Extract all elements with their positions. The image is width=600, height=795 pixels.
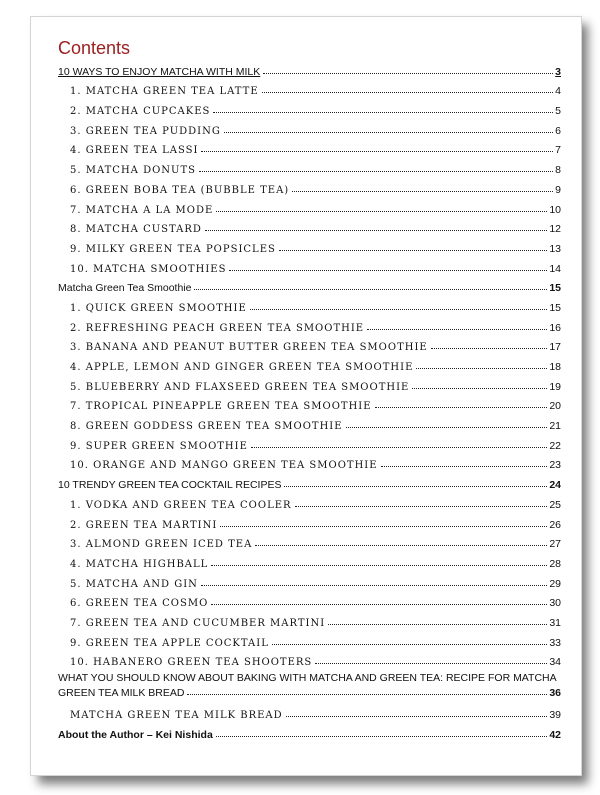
toc-entry-page: 30 — [549, 597, 561, 610]
dot-leader — [194, 289, 547, 290]
toc-entry-page: 39 — [549, 709, 561, 722]
toc-entry-page: 21 — [549, 420, 561, 433]
toc-entry[interactable] — [58, 412, 561, 432]
toc-entry-label: 3. GREEN TEA PUDDING — [70, 125, 221, 137]
dot-leader — [255, 545, 547, 546]
toc-entry-page: 3 — [555, 65, 561, 78]
toc-entry-label: 4. GREEN TEA LASSI — [70, 145, 199, 157]
toc-entry[interactable] — [58, 156, 561, 176]
toc-entry-label: 6. GREEN TEA COSMO — [70, 598, 209, 610]
toc-entry-label: 2. GREEN TEA MARTINI — [70, 519, 218, 531]
toc-entry-label: MATCHA GREEN TEA MILK BREAD — [70, 710, 283, 722]
toc-entry-label: 4. APPLE, LEMON AND GINGER GREEN TEA SMOOTHIE — [70, 362, 414, 373]
toc-entry-label: Matcha Green Tea Smoothie — [58, 282, 192, 295]
dot-leader — [224, 132, 553, 133]
dot-leader — [284, 486, 547, 487]
toc-entry[interactable] — [58, 570, 561, 590]
dot-leader — [315, 663, 547, 664]
toc-entry-page: 13 — [549, 242, 561, 255]
toc-entry-page: 8 — [555, 164, 561, 177]
dot-leader — [292, 191, 553, 192]
dot-leader — [201, 585, 547, 586]
dot-leader — [213, 112, 553, 113]
toc-entry[interactable] — [58, 649, 561, 669]
toc-entry-page: 4 — [555, 85, 561, 98]
toc-entry-page: 5 — [555, 105, 561, 118]
toc-entry-label: 10. ORANGE AND MANGO GREEN TEA SMOOTHIE — [70, 460, 378, 472]
toc-entry[interactable] — [58, 432, 561, 452]
toc-entry-label: 9. GREEN TEA APPLE COCKTAIL — [70, 637, 269, 649]
toc-entry-label: 2. MATCHA CUPCAKES — [70, 106, 211, 118]
toc-entry-label: 3. BANANA AND PEANUT BUTTER GREEN TEA SMOOTHIE — [70, 342, 428, 354]
toc-entry-label: 6. GREEN BOBA TEA (BUBBLE TEA) — [70, 184, 290, 196]
toc-entry-page: 27 — [549, 538, 561, 551]
toc-entry-page: 15 — [549, 301, 561, 314]
toc-entry[interactable] — [58, 216, 561, 236]
toc-entry-label: 5. MATCHA DONUTS — [70, 165, 196, 177]
toc-entry-label: 3. ALMOND GREEN ICED TEA — [70, 539, 253, 551]
toc-entry-line[interactable] — [58, 668, 561, 684]
toc-entry-label: 5. BLUEBERRY AND FLAXSEED GREEN TEA SMOOTHIE — [70, 381, 410, 393]
toc-entry-label: About the Author – Kei Nishida — [58, 729, 213, 742]
dot-leader — [346, 427, 548, 428]
toc-entry-label: 7. TROPICAL PINEAPPLE GREEN TEA SMOOTHIE — [70, 401, 372, 413]
toc-entry[interactable] — [58, 353, 561, 373]
dot-leader — [211, 604, 547, 605]
toc-entry-page: 15 — [549, 282, 561, 295]
toc-entry-page: 29 — [549, 577, 561, 590]
toc-entry[interactable] — [58, 373, 561, 393]
toc-entry-label: 1. QUICK GREEN SMOOTHIE — [70, 302, 247, 314]
toc-entry-page: 18 — [549, 361, 561, 373]
dot-leader — [229, 270, 547, 271]
dot-leader — [279, 250, 547, 251]
dot-leader — [251, 447, 547, 448]
toc-entry[interactable] — [58, 452, 561, 472]
dot-leader — [199, 171, 553, 172]
toc-entry[interactable] — [58, 78, 561, 98]
dot-leader — [250, 309, 548, 310]
toc-entry-label: 2. REFRESHING PEACH GREEN TEA SMOOTHIE — [70, 322, 365, 334]
dot-leader — [272, 644, 547, 645]
dot-leader — [205, 230, 547, 231]
toc-entry-label: 5. MATCHA AND GIN — [70, 578, 198, 590]
toc-entry[interactable] — [58, 176, 561, 196]
toc-entry-label: GREEN TEA MILK BREAD — [58, 687, 185, 700]
toc-entry[interactable] — [58, 235, 561, 255]
toc-entry-page: 20 — [549, 400, 561, 413]
toc-entry[interactable] — [58, 550, 561, 570]
toc-entry[interactable] — [58, 393, 561, 413]
toc-entry-page: 42 — [549, 729, 561, 742]
toc-entry-label: 10. HABANERO GREEN TEA SHOOTERS — [70, 657, 313, 669]
toc-entry[interactable] — [58, 334, 561, 354]
dot-leader — [416, 368, 547, 369]
toc-entry[interactable] — [58, 117, 561, 137]
toc-entry-page: 17 — [549, 341, 561, 354]
dot-leader — [295, 506, 548, 507]
toc-entry-page: 24 — [549, 479, 561, 492]
toc-entry-page: 25 — [549, 498, 561, 511]
toc-entry[interactable] — [58, 684, 561, 699]
dot-leader — [286, 716, 548, 717]
dot-leader — [381, 466, 548, 467]
toc-entry-page: 26 — [549, 518, 561, 531]
toc-entry-page: 19 — [549, 380, 561, 393]
toc-entry-label: 10. MATCHA SMOOTHIES — [70, 263, 227, 275]
toc-list — [58, 58, 561, 741]
dot-leader — [412, 388, 547, 389]
toc-entry-page: 12 — [549, 223, 561, 236]
toc-entry-page: 28 — [549, 557, 561, 570]
toc-entry[interactable] — [58, 275, 561, 295]
toc-entry[interactable] — [58, 511, 561, 531]
toc-entry-page: 10 — [549, 203, 561, 216]
toc-entry[interactable] — [58, 629, 561, 649]
toc-entry[interactable] — [58, 255, 561, 275]
dot-leader — [375, 407, 548, 408]
toc-entry-page: 31 — [549, 616, 561, 629]
toc-entry-label: 9. SUPER GREEN SMOOTHIE — [70, 440, 248, 452]
dot-leader — [201, 151, 553, 152]
dot-leader — [216, 736, 548, 737]
toc-entry-label: 8. MATCHA CUSTARD — [70, 224, 202, 236]
toc-entry-page: 7 — [555, 144, 561, 157]
toc-entry-label: 1. MATCHA GREEN TEA LATTE — [70, 86, 259, 98]
toc-entry[interactable] — [58, 531, 561, 551]
toc-entry[interactable] — [58, 294, 561, 314]
dot-leader — [367, 329, 547, 330]
toc-entry-page: 16 — [549, 321, 561, 334]
toc-entry[interactable] — [58, 97, 561, 117]
dot-leader — [431, 348, 548, 349]
toc-entry-label: 1. VODKA AND GREEN TEA COOLER — [70, 499, 292, 511]
toc-entry[interactable] — [58, 58, 561, 78]
toc-entry[interactable] — [58, 471, 561, 491]
toc-entry-label: 8. GREEN GODDESS GREEN TEA SMOOTHIE — [70, 421, 343, 433]
toc-entry-label: WHAT YOU SHOULD KNOW ABOUT BAKING WITH MATCHA AND GREEN TEA: RECIPE FOR MATCHA — [58, 672, 557, 685]
document-page — [30, 16, 582, 776]
toc-entry[interactable] — [58, 590, 561, 610]
dot-leader — [187, 694, 547, 695]
dot-leader — [220, 526, 547, 527]
toc-entry[interactable] — [58, 699, 561, 721]
toc-entry[interactable] — [58, 314, 561, 334]
dot-leader — [211, 565, 547, 566]
toc-entry-page: 36 — [549, 687, 561, 700]
toc-entry-label: 9. MILKY GREEN TEA POPSICLES — [70, 243, 276, 255]
toc-entry-label: 10 TRENDY GREEN TEA COCKTAIL RECIPES — [58, 479, 282, 492]
toc-entry-page: 34 — [549, 656, 561, 669]
toc-entry-page: 33 — [549, 636, 561, 649]
toc-entry-label: 4. MATCHA HIGHBALL — [70, 558, 209, 570]
toc-entry-page: 9 — [555, 183, 561, 196]
toc-entry-page: 6 — [555, 124, 561, 137]
dot-leader — [263, 73, 553, 74]
toc-entry[interactable] — [58, 196, 561, 216]
toc-entry[interactable] — [58, 137, 561, 157]
toc-entry-page: 23 — [549, 459, 561, 472]
toc-entry[interactable] — [58, 491, 561, 511]
toc-entry[interactable] — [58, 721, 561, 741]
dot-leader — [328, 624, 547, 625]
toc-entry-label: 7. MATCHA A LA MODE — [70, 204, 214, 216]
toc-entry-label: 10 WAYS TO ENJOY MATCHA WITH MILK — [58, 65, 261, 78]
toc-entry-label: 7. GREEN TEA AND CUCUMBER MARTINI — [70, 617, 326, 629]
toc-entry-page: 22 — [549, 439, 561, 452]
toc-entry-page: 14 — [549, 262, 561, 275]
dot-leader — [262, 92, 554, 93]
dot-leader — [216, 211, 547, 212]
toc-entry[interactable] — [58, 609, 561, 629]
contents-title: Contents — [58, 38, 131, 58]
